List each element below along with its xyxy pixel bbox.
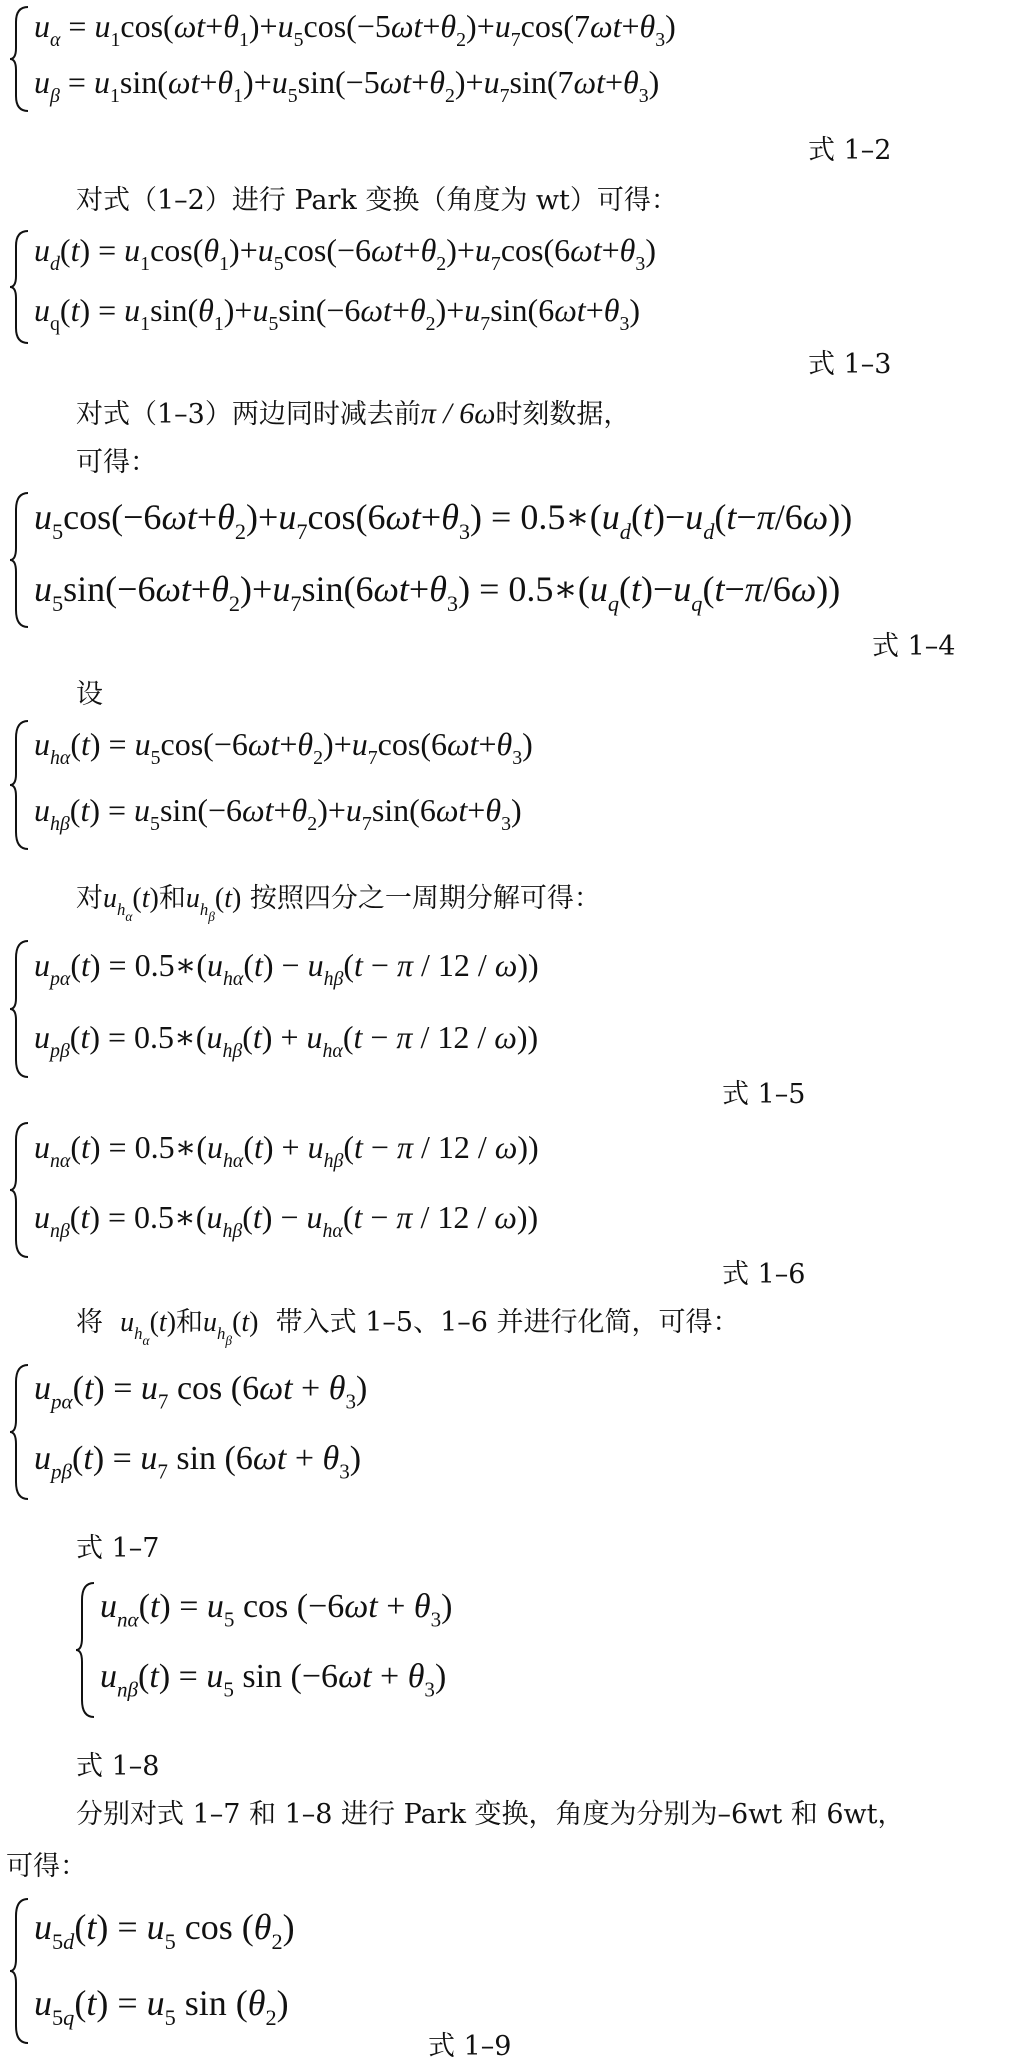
inline-math: π / 6ω (420, 397, 496, 430)
paragraph-text: 和 (158, 883, 186, 914)
equation-line: $u_{n\alpha}(t) = u_5$ $\cos (-6\omega t + \theta_3)$ (100, 1588, 453, 1632)
equation-line: $u_5\sin(-6\omega t+\theta_2)+u_7\sin(6\omega t+\theta_3)$ = $0.5∗(u_q(t)-u_q(t-\pi/6\omega))$ (34, 569, 841, 617)
paragraph-text: 将 (76, 1307, 103, 1338)
equation-line: $u_{5d}(t) = u_5$ $\cos (\theta_2)$ (34, 1907, 295, 1955)
paragraph: 可得： (76, 447, 157, 478)
paragraph (76, 392, 630, 431)
equation-line: $u_d(t) = u_1\cos(\theta_1)+u_5\cos(-6\omega t+\theta_2)+u_7\cos(6\omega t+\theta_3)$ (34, 232, 656, 275)
equation-1-6 (8, 1120, 648, 1260)
brace-icon (8, 228, 30, 346)
equation-line: $u_{p\alpha}(t) = u_7$ $\cos (6\omega t + \theta_3)$ (34, 1370, 368, 1414)
brace-icon (8, 4, 30, 114)
equation-label: 式 1–4 (872, 631, 956, 662)
paragraph: 分别对式 1–7 和 1–8 进行 Park 变换，角度为分别为–6wt 和 6wt， (76, 1799, 905, 1830)
equation-line: $u_\alpha = u_1\cos(\omega t+\theta_1)+u_5\cos(-5\omega t+\theta_2)+u_7\cos(7\omega t+\theta_3)$ (34, 8, 676, 51)
equation-label: 式 1–7 (76, 1533, 160, 1564)
paragraph-text: 对式（1–3）两边同时减去前 (76, 399, 421, 430)
equation-line: $u_{p\alpha}(t)$ = $0.5∗(u_{h\alpha}(t) - u_{h\beta}(t - \pi / 12 / \omega))$ (34, 947, 539, 990)
equation-line: $u_q(t) = u_1\sin(\theta_1)+u_5\sin(-6\omega t+\theta_2)+u_7\sin(6\omega t+\theta_3)$ (34, 292, 641, 335)
equation-line: $u_{n\alpha}(t)$ = $0.5∗(u_{h\alpha}(t) + u_{h\beta}(t - \pi / 12 / \omega))$ (34, 1129, 539, 1172)
paragraph: 对$u_{h_\alpha}(t)$和$u_{h_\beta}(t)$ 按照四分之一周期分解可得： (76, 883, 601, 924)
brace-icon (74, 1580, 96, 1720)
paragraph: 可得： (6, 1851, 87, 1882)
paragraph-text: 对 (76, 883, 103, 914)
equation-label: 式 1–9 (428, 2031, 512, 2062)
equation-line: $u_{5q}(t) = u_5$ $\sin (\theta_2)$ (34, 1983, 289, 2031)
paragraph: 设 (76, 679, 103, 710)
equation-line: $u_{p\beta}(t)$ = $0.5∗(u_{h\beta}(t) + u_{h\alpha}(t - \pi / 12 / \omega))$ (34, 1019, 539, 1062)
brace-icon (8, 1362, 30, 1502)
equation-1-7 (8, 1362, 508, 1502)
equation-line: $u_{p\beta}(t) = u_7$ $\sin (6\omega t + \theta_3)$ (34, 1440, 362, 1484)
brace-icon (8, 1120, 30, 1260)
equation-1-3 (8, 228, 768, 346)
equation-definition-uh (8, 718, 628, 852)
brace-icon (8, 490, 30, 630)
equation-line: $u_{h\alpha}(t) = u_5\cos(-6\omega t+\theta_2)+u_7\cos(6\omega t+\theta_3)$ (34, 726, 533, 769)
equation-1-8 (74, 1580, 574, 1720)
equation-label: 式 1–5 (722, 1079, 806, 1110)
equation-line: $u_{h\beta}(t) = u_5\sin(-6\omega t+\theta_2)+u_7\sin(6\omega t+\theta_3)$ (34, 792, 522, 835)
equation-line: $u_\beta = u_1\sin(\omega t+\theta_1)+u_5\sin(-5\omega t+\theta_2)+u_7\sin(7\omega t+\theta_3)$ (34, 64, 660, 107)
equation-label: 式 1–6 (722, 1259, 806, 1290)
paragraph-text: 按照四分之一周期分解可得： (249, 883, 601, 914)
paragraph-text: 带入式 1–5、1–6 并进行化简，可得： (275, 1307, 740, 1338)
equation-line: $u_{n\beta}(t) = u_5$ $\sin (-6\omega t + \theta_3)$ (100, 1658, 447, 1702)
brace-icon (8, 718, 30, 852)
equation-1-9 (8, 1896, 448, 2046)
paragraph-text: 时刻数据， (495, 399, 631, 430)
brace-icon (8, 938, 30, 1080)
equation-label: 式 1–2 (808, 135, 892, 166)
paragraph-text: 和 (176, 1307, 204, 1338)
equation-1-2 (8, 4, 768, 114)
paragraph: 将 $u_{h_\alpha}(t)$和$u_{h_\beta}(t)$ 带入式 1–5、1–6 并进行化简，可得： (76, 1307, 740, 1348)
equation-line: $u_5\cos(-6\omega t+\theta_2)+u_7\cos(6\omega t+\theta_3)$ = $0.5∗(u_d(t)-u_d(t-\pi/6\omega))$ (34, 497, 853, 545)
equation-label: 式 1–8 (76, 1751, 160, 1782)
equation-1-5 (8, 938, 648, 1080)
equation-label: 式 1–3 (808, 349, 892, 380)
paragraph: 对式（1–2）进行 Park 变换（角度为 wt）可得： (76, 185, 678, 216)
equation-line: $u_{n\beta}(t)$ = $0.5∗(u_{h\beta}(t) - u_{h\alpha}(t - \pi / 12 / \omega))$ (34, 1199, 539, 1242)
equation-1-4 (8, 490, 908, 630)
brace-icon (8, 1896, 30, 2046)
